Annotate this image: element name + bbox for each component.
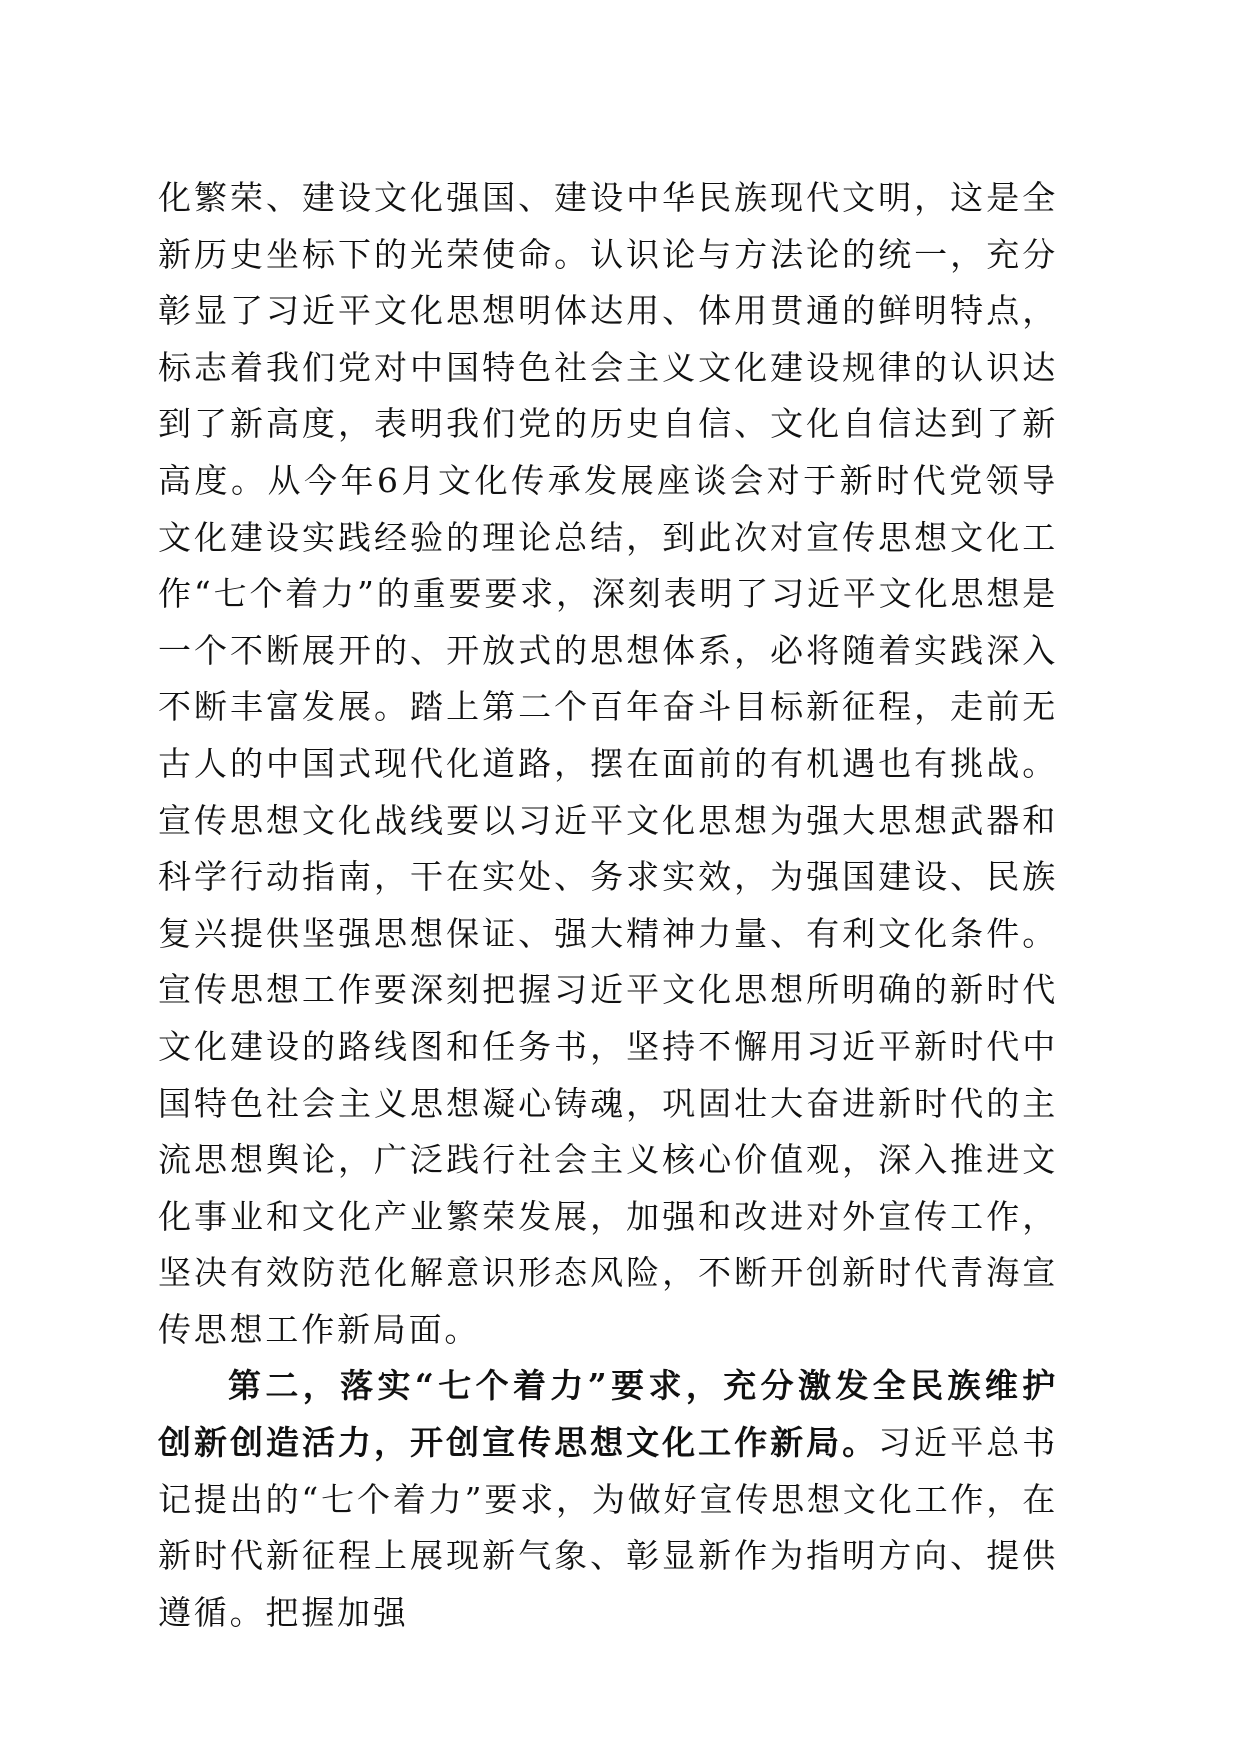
paragraph-1-text: 化繁荣、建设文化强国、建设中华民族现代文明，这是全新历史坐标下的光荣使命。认识论与方法论的统一，充分彰显了习近平文化思想明体达用、体用贯通的鲜明特点，标志着我们党对中国特色社会主义文化建设规律的认识达到了新高度，表明我们党的历史自信、文化自信达到了新高度。从今年6月文化传承发展座谈会对于新时代党领导文化建设实践经验的理论总结，到此次对宣传思想文化工作“七个着力”的重要要求，深刻表明了习近平文化思想是一个不断展开的、开放式的思想体系，必将随着实践深入不断丰富发展。踏上第二个百年奋斗目标新征程，走前无古人的中国式现代化道路，摆在面前的有机遇也有挑战。宣传思想文化战线要以习近平文化思想为强大思想武器和科学行动指南，干在实处、务求实效，为强国建设、民族复兴提供坚强思想保证、强大精神力量、有利文化条件。宣传思想工作要深刻把握习近平文化思想所明确的新时代文化建设的路线图和任务书，坚持不懈用习近平新时代中国特色社会主义思想凝心铸魂，巩固壮大奋进新时代的主流思想舆论，广泛践行社会主义核心价值观，深入推进文化事业和文化产业繁荣发展，加强和改进对外宣传工作，坚决有效防范化解意识形态风险，不断开创新时代青海宣传思想工作新局面。	[158, 178, 1058, 1349]
paragraph-2	[158, 1358, 1058, 1641]
document-body	[158, 170, 1058, 1641]
paragraph-2-heading: 第二，落实“七个着力”要求，充分激发全民族维护创新创造活力，开创宣传思想文化工作新局。	[158, 1366, 1058, 1463]
paragraph-2-text: 习近平总书记提出的“七个着力”要求，为做好宣传思想文化工作，在新时代新征程上展现新气象、彰显新作为指明方向、提供遵循。把握加强	[158, 1423, 1059, 1632]
paragraph-1	[158, 170, 1058, 1358]
